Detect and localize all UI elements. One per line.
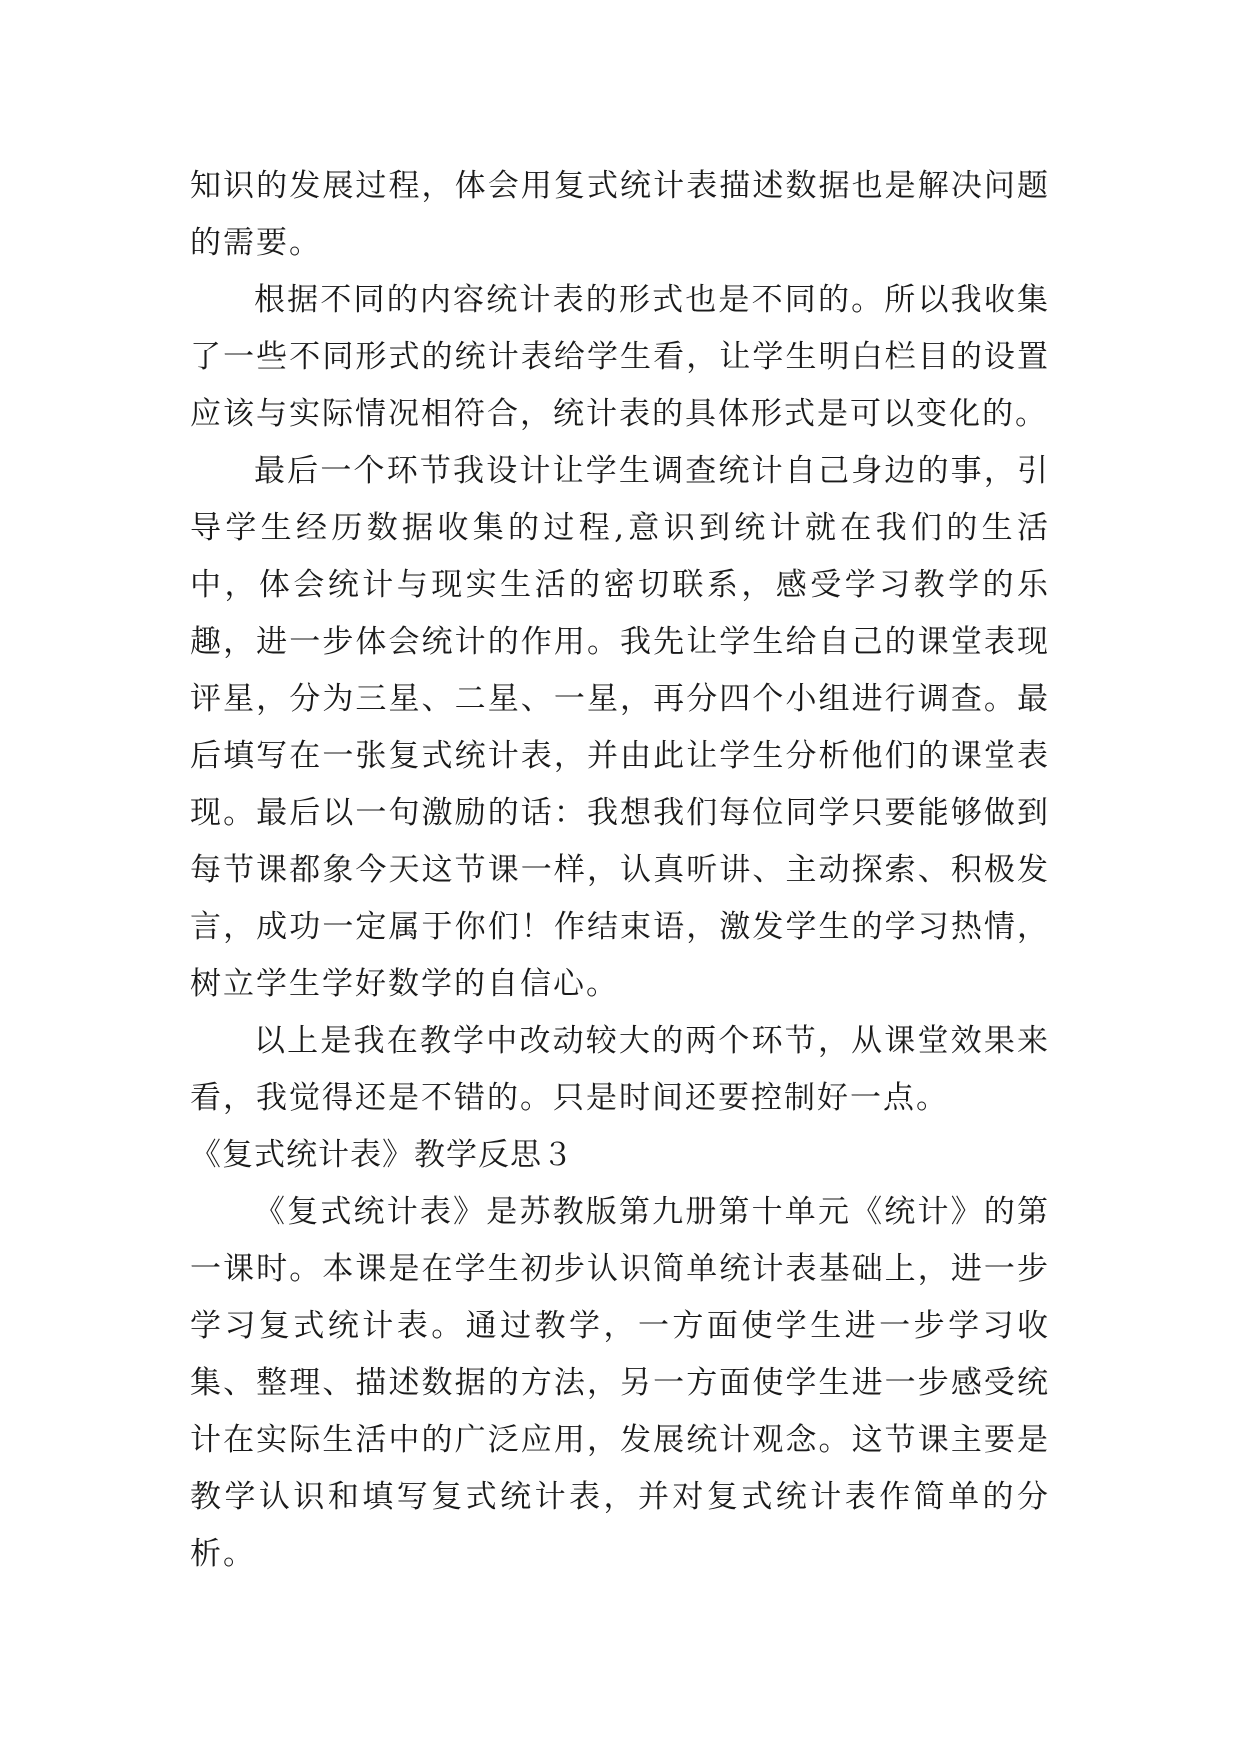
document-body xyxy=(190,158,1050,1583)
paragraph-summary: 以上是我在教学中改动较大的两个环节，从课堂效果来看，我觉得还是不错的。只是时间还要控制好一点。 xyxy=(190,1023,1050,1116)
paragraph-continuation: 知识的发展过程，体会用复式统计表描述数据也是解决问题的需要。 xyxy=(190,168,1050,261)
paragraph-lesson-intro: 《复式统计表》是苏教版第九册第十单元《统计》的第一课时。本课是在学生初步认识简单统计表基础上，进一步学习复式统计表。通过教学，一方面使学生进一步学习收集、整理、描述数据的方法，另一方面使学生进一步感受统计在实际生活中的广泛应用，发展统计观念。这节课主要是教学认识和填写复式统计表，并对复式统计表作简单的分析。 xyxy=(190,1194,1050,1572)
paragraph-final-activity: 最后一个环节我设计让学生调查统计自己身边的事，引导学生经历数据收集的过程,意识到统计就在我们的生活中，体会统计与现实生活的密切联系，感受学习教学的乐趣，进一步体会统计的作用。我先让学生给自己的课堂表现评星，分为三星、二星、一星，再分四个小组进行调查。最后填写在一张复式统计表，并由此让学生分析他们的课堂表现。最后以一句激励的话：我想我们每位同学只要能够做到每节课都象今天这节课一样，认真听讲、主动探索、积极发言，成功一定属于你们！作结束语，激发学生的学习热情，树立学生学好数学的自信心。 xyxy=(190,453,1050,1002)
section-heading: 《复式统计表》教学反思３ xyxy=(190,1137,574,1173)
paragraph-statistics-forms: 根据不同的内容统计表的形式也是不同的。所以我收集了一些不同形式的统计表给学生看，让学生明白栏目的设置应该与实际情况相符合，统计表的具体形式是可以变化的。 xyxy=(190,282,1050,432)
